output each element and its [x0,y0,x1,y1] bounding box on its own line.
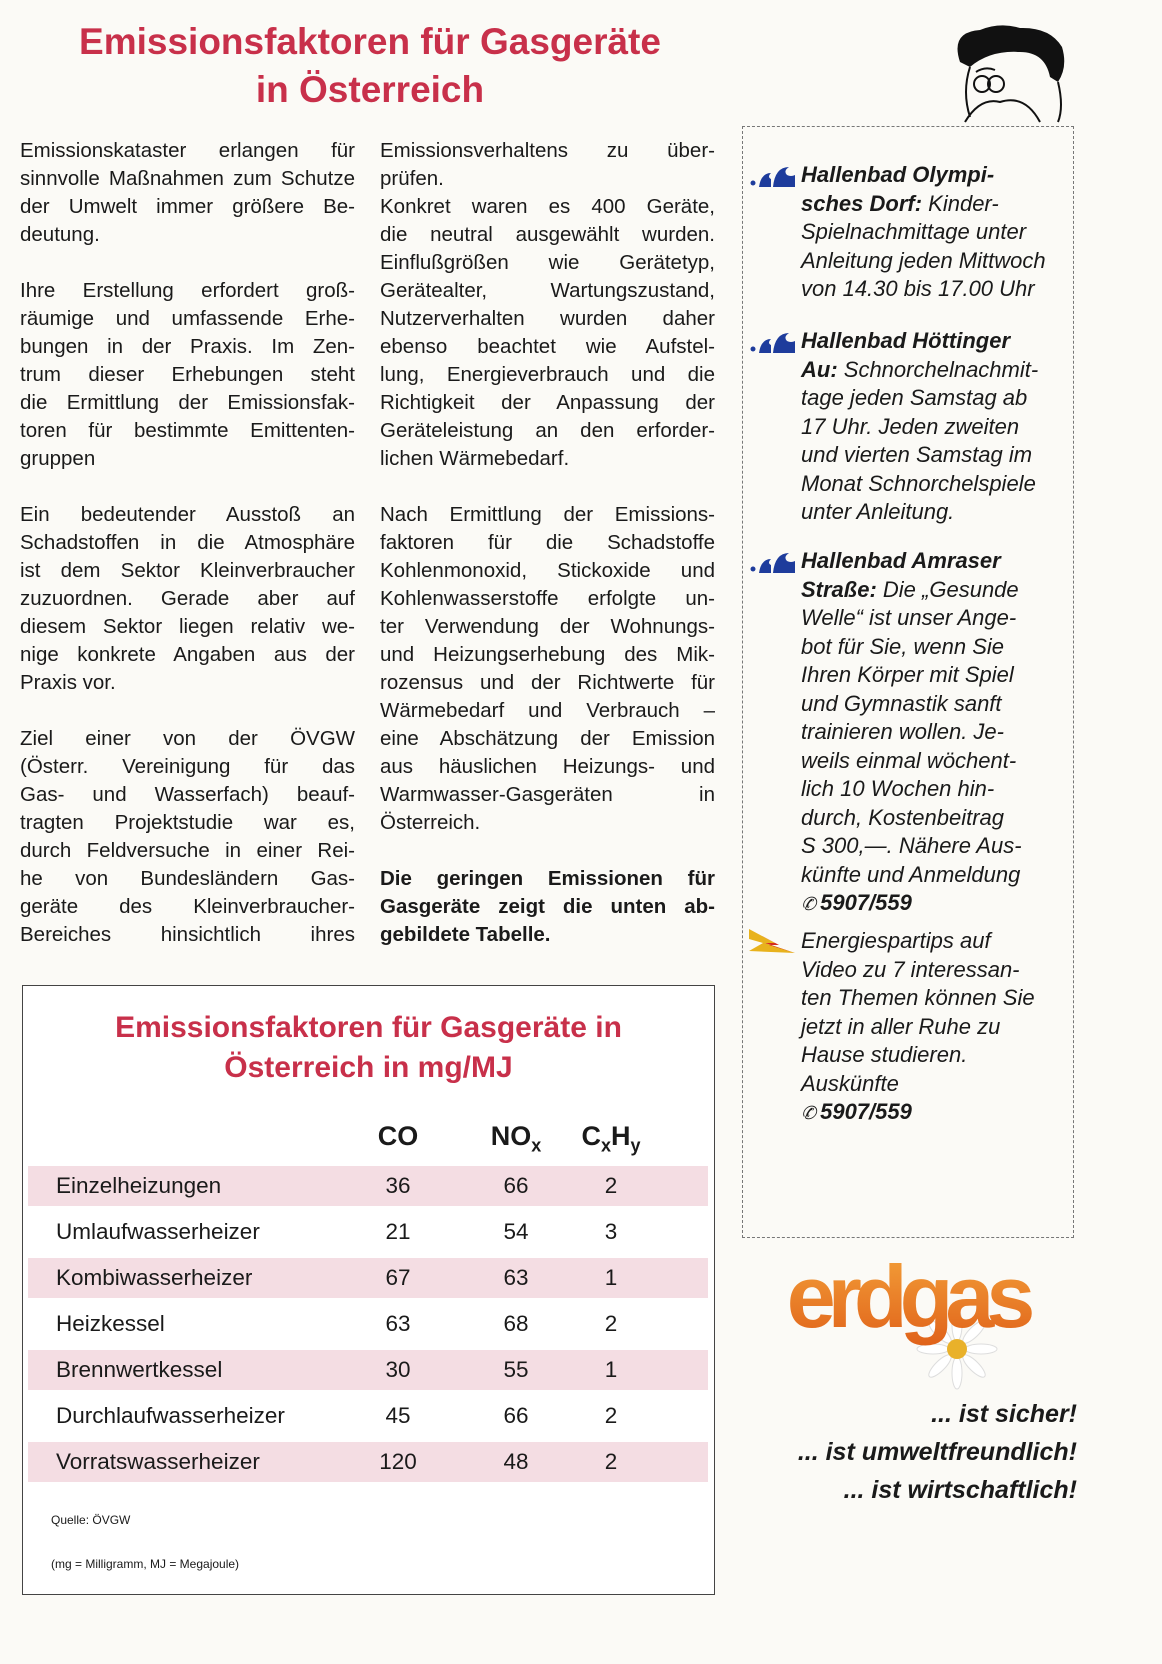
text-line: diesem Sektor liegen relativ we- [20,615,355,638]
sidebar-text: Spielnachmittage unter [801,219,1027,244]
sidebar-line [801,161,1046,190]
nox-value: 54 [503,1219,529,1244]
sidebar-text: lich 10 Wochen hin- [801,776,995,801]
sidebar-line [801,984,1035,1013]
sidebar-text: Hause studieren. [801,1042,968,1067]
sidebar-line [801,604,1022,633]
sidebar-text: von 14.30 bis 17.00 Uhr [801,276,1035,301]
sidebar-line [801,661,1022,690]
sidebar-line [801,498,1038,527]
sidebar-text: Welle“ ist unser Ange- [801,605,1017,630]
text-line: Gasgeräte zeigt die unten ab- [380,895,715,918]
text-line: bungen in der Praxis. Im Zen- [20,335,355,358]
text-line: ist dem Sektor Kleinverbraucher [20,559,355,582]
text-line: die neutral ausgewählt wurden. [380,223,715,246]
erdgas-logo-text: erdgas [786,1255,1028,1346]
slogan-economical: ... ist wirtschaftlich! [843,1476,1077,1504]
header-cxhy-y: y [630,1135,641,1156]
sidebar-line [801,718,1022,747]
sidebar-text: und vierten Samstag im [801,442,1033,467]
text-line: faktoren für die Schadstoffe [380,531,715,554]
row-label: Einzelheizungen [56,1173,222,1198]
nox-value: 66 [503,1173,529,1198]
sidebar-line [801,413,1038,442]
sidebar-line [801,832,1022,861]
text-line: Schadstoffen in die Atmosphäre [20,531,355,554]
paragraph [380,865,715,949]
row-label: Heizkessel [56,1311,165,1336]
sidebar-line [801,1013,1035,1042]
cxhy-value: 2 [604,1403,618,1428]
text-line: zuzuordnen. Gerade aber auf [20,587,355,610]
table-row [28,1304,708,1344]
sidebar-heading: Hallenbad Olympi- [801,162,995,187]
text-line: deutung. [20,223,100,246]
sidebar-line [801,547,1022,576]
text-line: räumige und umfassende Erhe- [20,307,355,330]
sidebar-line [801,690,1022,719]
sidebar-line [801,576,1022,605]
text-line: trum dieser Erhebungen steht [20,363,355,386]
text-line: Einflußgrößen wie Gerätetyp, [380,251,715,274]
sidebar-text: tage jeden Samstag ab [801,385,1028,410]
text-line: durch Feldversuche in einer Rei- [20,839,355,862]
cxhy-value: 2 [604,1173,618,1198]
sidebar-line [801,956,1035,985]
sidebar-line [801,747,1022,776]
text-line: Emissionskataster erlangen für [20,139,355,162]
header-cxhy [566,1121,656,1156]
text-line: aus häuslichen Heizungs- und [380,755,715,778]
paragraph [20,277,355,473]
paragraph [20,137,355,249]
co-value: 21 [385,1219,411,1244]
text-line: und Heizungserhebung des Mik- [380,643,715,666]
text-line: he von Bundesländern Gas- [20,867,355,890]
sidebar-text: Auskünfte [801,1070,899,1096]
row-label: Vorratswasserheizer [56,1449,260,1474]
text-line: Nach Ermittlung der Emissions- [380,503,715,526]
slogan-safe: ... ist sicher! [931,1400,1077,1428]
co-value: 36 [385,1173,411,1198]
cxhy-value: 1 [604,1265,618,1290]
sidebar-line [801,889,1022,918]
middle-text-column [380,137,715,977]
text-line: Geräteleistung an den erforder- [380,419,715,442]
sidebar-text: und Gymnastik sanft [801,690,1002,716]
sidebar-line [801,1070,1035,1099]
text-line: Gas- und Wasserfach) beauf- [20,783,355,806]
sidebar-line [801,775,1022,804]
sidebar-item [801,161,1046,304]
sidebar-text: künfte und Anmeldung [801,861,1021,887]
text-line: Gerätealter, Wartungszustand, [380,279,715,302]
sidebar-line [801,470,1038,499]
text-line: Konkret waren es 400 Geräte, [380,195,715,218]
row-label: Kombiwasserheizer [56,1265,253,1290]
header-cxhy-c: C [581,1121,601,1151]
sidebar-heading: Hallenbad Höttinger [801,328,1011,353]
text-line: Emissionsverhaltens zu über- [380,139,715,162]
phone-number: 5907/559 [820,1099,912,1124]
sidebar-heading: Hallenbad Amraser [801,548,1001,573]
text-line: lung, Energieverbrauch und die [380,363,715,386]
cartoon-face-illustration [940,22,1070,127]
sidebar-text: S 300,—. Nähere Aus- [801,833,1022,858]
text-line: geräte des Kleinverbraucher- [20,895,355,918]
text-line: Ein bedeutender Ausstoß an [20,503,355,526]
header-nox [471,1121,561,1156]
sidebar-item [801,327,1038,527]
header-cxhy-x: x [600,1135,611,1156]
table-row [28,1166,708,1206]
text-line: Kohlenmonoxid, Stickoxide und [380,559,715,582]
paragraph [20,725,355,949]
text-line: Ihre Erstellung erfordert groß- [20,279,355,302]
sidebar-line [801,247,1046,276]
sidebar-line [801,441,1038,470]
sidebar-heading: sches Dorf: [801,190,923,216]
sidebar-text: durch, Kostenbeitrag [801,804,1005,830]
text-line: Österreich. [380,811,481,834]
sidebar-text: unter Anleitung. [801,499,955,524]
sidebar-text: Anleitung jeden Mittwoch [801,247,1046,273]
text-line: eine Abschätzung der Emission [380,727,715,750]
text-line: sinnvolle Maßnahmen zum Schutze [20,167,355,190]
sidebar-line [801,356,1038,385]
paragraph [380,193,715,473]
lightning-icon [749,929,797,955]
cxhy-value: 3 [604,1219,618,1244]
co-value: 30 [385,1357,411,1382]
sidebar-text: 17 Uhr. Jeden zweiten [801,413,1020,439]
text-line: ter Verwendung der Wohnungs- [380,615,715,638]
row-label: Umlaufwasserheizer [56,1219,260,1244]
sidebar-heading: Au: [801,356,838,382]
text-line: Kohlenwasserstoffe erfolgte un- [380,587,715,610]
table-title-line-2: Österreich in mg/MJ [224,1051,513,1084]
emission-factors-table [22,985,715,1595]
nox-value: 48 [503,1449,529,1474]
sidebar-text: Schnorchelnachmit- [837,356,1039,382]
wave-icon [749,549,797,575]
phone-number: 5907/559 [820,890,912,915]
text-line: Richtigkeit der Anpassung der [380,391,715,414]
header-co: CO [377,1121,419,1151]
table-row [28,1350,708,1390]
paragraph [380,137,715,193]
text-line: gruppen [20,447,96,470]
header-nox-sub: x [531,1135,542,1156]
cxhy-value: 1 [604,1357,618,1382]
sidebar-line [801,275,1046,304]
text-line: rozensus und der Richtwerte für [380,671,715,694]
sidebar-line [801,804,1022,833]
erdgas-logo [742,1255,1072,1390]
paragraph [380,501,715,837]
sidebar-text: bot für Sie, wenn Sie [801,633,1005,659]
text-line: Ziel einer von der ÖVGW [20,727,355,750]
sidebar-line [801,633,1022,662]
sidebar-line [801,927,1035,956]
sidebar-text: Die „Gesunde [876,576,1019,602]
nox-value: 66 [503,1403,529,1428]
nox-value: 63 [503,1265,529,1290]
text-line: der Umwelt immer größere Be- [20,195,355,218]
sidebar-line [801,327,1038,356]
text-line: tragten Projektstudie war es, [20,811,355,834]
sidebar-line [801,861,1022,890]
text-line: Die geringen Emissionen für [380,867,715,890]
sidebar-text: Energiespartips auf [801,928,991,953]
wave-icon [749,329,797,355]
table-footnote: (mg = Milligramm, MJ = Megajoule) [51,1557,240,1571]
table-title [23,1008,714,1088]
sidebar-text: Kinder- [922,190,999,216]
co-value: 45 [385,1403,411,1428]
page-title [20,18,720,114]
title-line-2: in Österreich [255,69,485,110]
left-text-column [20,137,355,977]
sidebar-line [801,190,1046,219]
cxhy-value: 2 [604,1449,618,1474]
text-line: toren für bestimmte Emittenten- [20,419,355,442]
text-line: prüfen. [380,167,444,190]
text-line: lichen Wärmebedarf. [380,447,570,470]
wave-icon [749,163,797,189]
nox-value: 55 [503,1357,529,1382]
table-row [28,1258,708,1298]
co-value: 63 [385,1311,411,1336]
sidebar-heading: Straße: [801,576,877,602]
sidebar-text: Monat Schnorchelspiele [801,470,1036,496]
sidebar-text: Ihren Körper mit Spiel [801,662,1014,687]
sidebar-text: Video zu 7 interessan- [801,956,1020,982]
table-source: Quelle: ÖVGW [51,1513,131,1527]
sidebar-item [801,547,1022,918]
header-cxhy-h: H [611,1121,631,1151]
phone-icon: ✆ [801,894,817,914]
text-line: nige konkrete Angaben aus der [20,643,355,666]
co-value: 67 [385,1265,411,1290]
sidebar-line [801,384,1038,413]
text-line: Wärmebedarf und Verbrauch – [380,699,715,722]
sidebar-line [801,218,1046,247]
text-line: gebildete Tabelle. [380,923,551,946]
table-row [28,1442,708,1482]
sidebar-text: ten Themen können Sie [801,985,1035,1010]
row-label: Brennwertkessel [56,1357,223,1382]
sidebar-text: jetzt in aller Ruhe zu [801,1013,1001,1039]
text-line: (Österr. Vereinigung für das [20,755,355,778]
table-row [28,1212,708,1252]
slogan-eco-friendly: ... ist umweltfreundlich! [797,1438,1077,1466]
sidebar-line [801,1098,1035,1127]
phone-icon: ✆ [801,1103,817,1123]
text-line: Nutzerverhalten wurden daher [380,307,715,330]
sidebar-item [801,927,1035,1127]
table-title-line-1: Emissionsfaktoren für Gasgeräte in [115,1011,622,1044]
cxhy-value: 2 [604,1311,618,1336]
sidebar-text: weils einmal wöchent- [801,747,1017,773]
title-line-1: Emissionsfaktoren für Gasgeräte [79,21,661,62]
sidebar-text: trainieren wollen. Je- [801,719,1004,744]
events-sidebar-box [742,126,1074,1238]
text-line: die Ermittlung der Emissionsfak- [20,391,355,414]
nox-value: 68 [503,1311,529,1336]
text-line: Praxis vor. [20,671,116,694]
co-value: 120 [379,1449,417,1474]
row-label: Durchlaufwasserheizer [56,1403,285,1428]
text-line: ebenso beachtet wie Aufstel- [380,335,715,358]
table-row [28,1396,708,1436]
header-nox-base: NO [490,1121,532,1151]
sidebar-line [801,1041,1035,1070]
text-line: Bereiches hinsichtlich ihres [20,923,355,946]
text-line: Warmwasser-Gasgeräten in [380,783,715,806]
paragraph [20,501,355,697]
